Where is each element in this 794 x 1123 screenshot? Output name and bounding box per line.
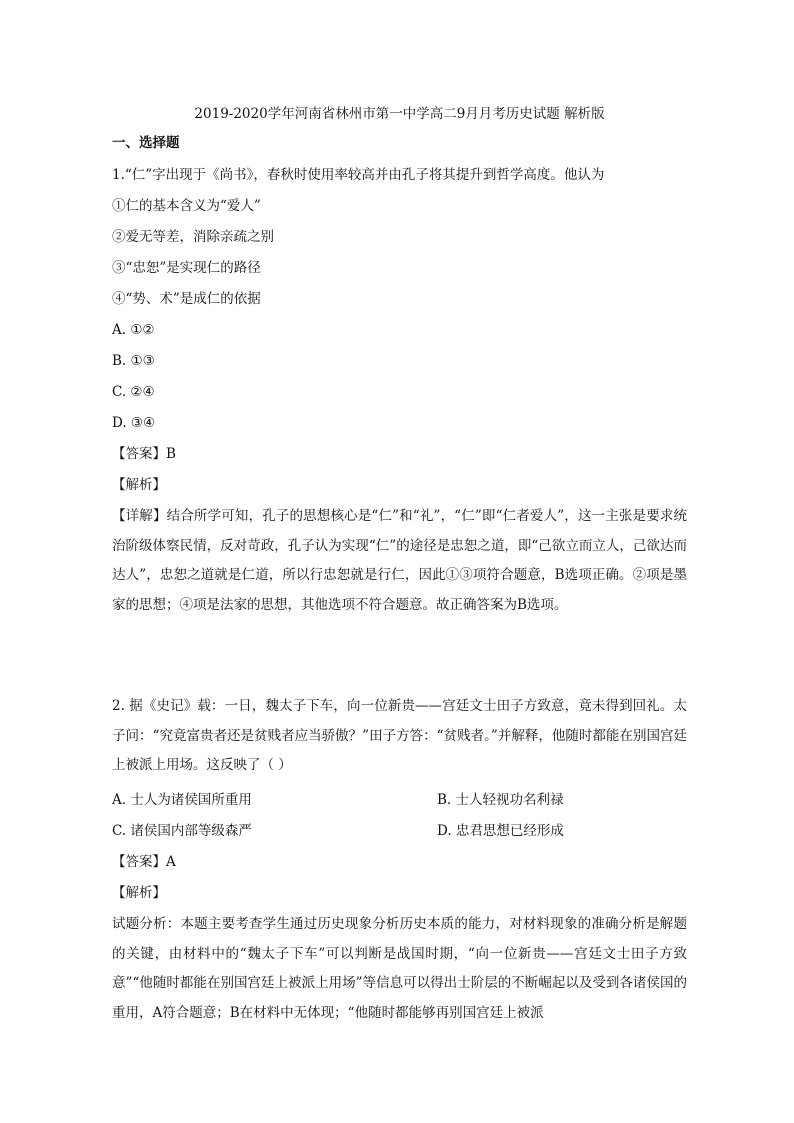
q1-option-c: C. ②④	[112, 384, 155, 400]
q1-option-b: B. ①③	[112, 353, 155, 369]
q1-answer: 【答案】B	[112, 446, 176, 462]
q2-answer: 【答案】A	[112, 854, 176, 870]
q1-statement-1: ①仁的基本含义为“爱人”	[112, 198, 261, 214]
q2-analysis-text: 试题分析：本题主要考查学生通过历史现象分析历史本质的能力，对材料现象的准确分析是解题的关键，由材料中的“魏太子下车”可以判断是战国时期，“向一位新贵——宫廷文士田子方致意”“他随时都能在别国宫廷上被派上用场”等信息可以得出士阶层的不断崛起以及受到各诸侯国的重用，A符合题意；B在材料中无体现；“他随时都能够再别国宫廷上被派	[112, 916, 687, 1021]
q2-analysis-label: 【解析】	[112, 885, 166, 901]
q1-option-a: A. ①②	[112, 322, 155, 338]
q2-option-a: A. 士人为诸侯国所重用	[112, 792, 252, 808]
q1-analysis-text: 【详解】结合所学可知，孔子的思想核心是“仁”和“礼”，“仁”即“仁者爱人”，这一主张是要求统治阶级体察民情，反对苛政，孔子认为实现“仁”的途径是忠恕之道，即“己欲立而立人，己欲达而达人”，忠恕之道就是仁道，所以行忠恕就是行仁，因此①③项符合题意，B选项正确。②项是墨家的思想；④项是法家的思想，其他选项不符合题意。故正确答案为B选项。	[112, 508, 687, 613]
q2-option-d: D. 忠君思想已经形成	[437, 823, 564, 839]
q1-statement-4: ④“势、术”是成仁的依据	[112, 291, 261, 307]
q2-stem: 2. 据《史记》载：一日，魏太子下车，向一位新贵——宫廷文士田子方致意，竟未得到回礼。太子问：“究竟富贵者还是贫贱者应当骄傲？”田子方答：“贫贱者。”并解释，他随时都能在别国宫廷上被派上用场。这反映了（ ）	[112, 698, 687, 773]
section-heading: 一、选择题	[112, 135, 180, 151]
q1-analysis-label: 【解析】	[112, 477, 166, 493]
q2-option-c: C. 诸侯国内部等级森严	[112, 823, 252, 839]
q1-option-d: D. ③④	[112, 415, 156, 431]
q1-statement-3: ③“忠恕”是实现仁的路径	[112, 260, 261, 276]
q1-stem: 1.“仁”字出现于《尚书》，春秋时使用率较高并由孔子将其提升到哲学高度。他认为	[112, 167, 605, 183]
q2-option-b: B. 士人轻视功名利禄	[437, 792, 564, 808]
q1-statement-2: ②爱无等差，消除亲疏之别	[112, 229, 274, 245]
document-title: 2019-2020学年河南省林州市第一中学高二9月月考历史试题 解析版	[194, 106, 605, 122]
